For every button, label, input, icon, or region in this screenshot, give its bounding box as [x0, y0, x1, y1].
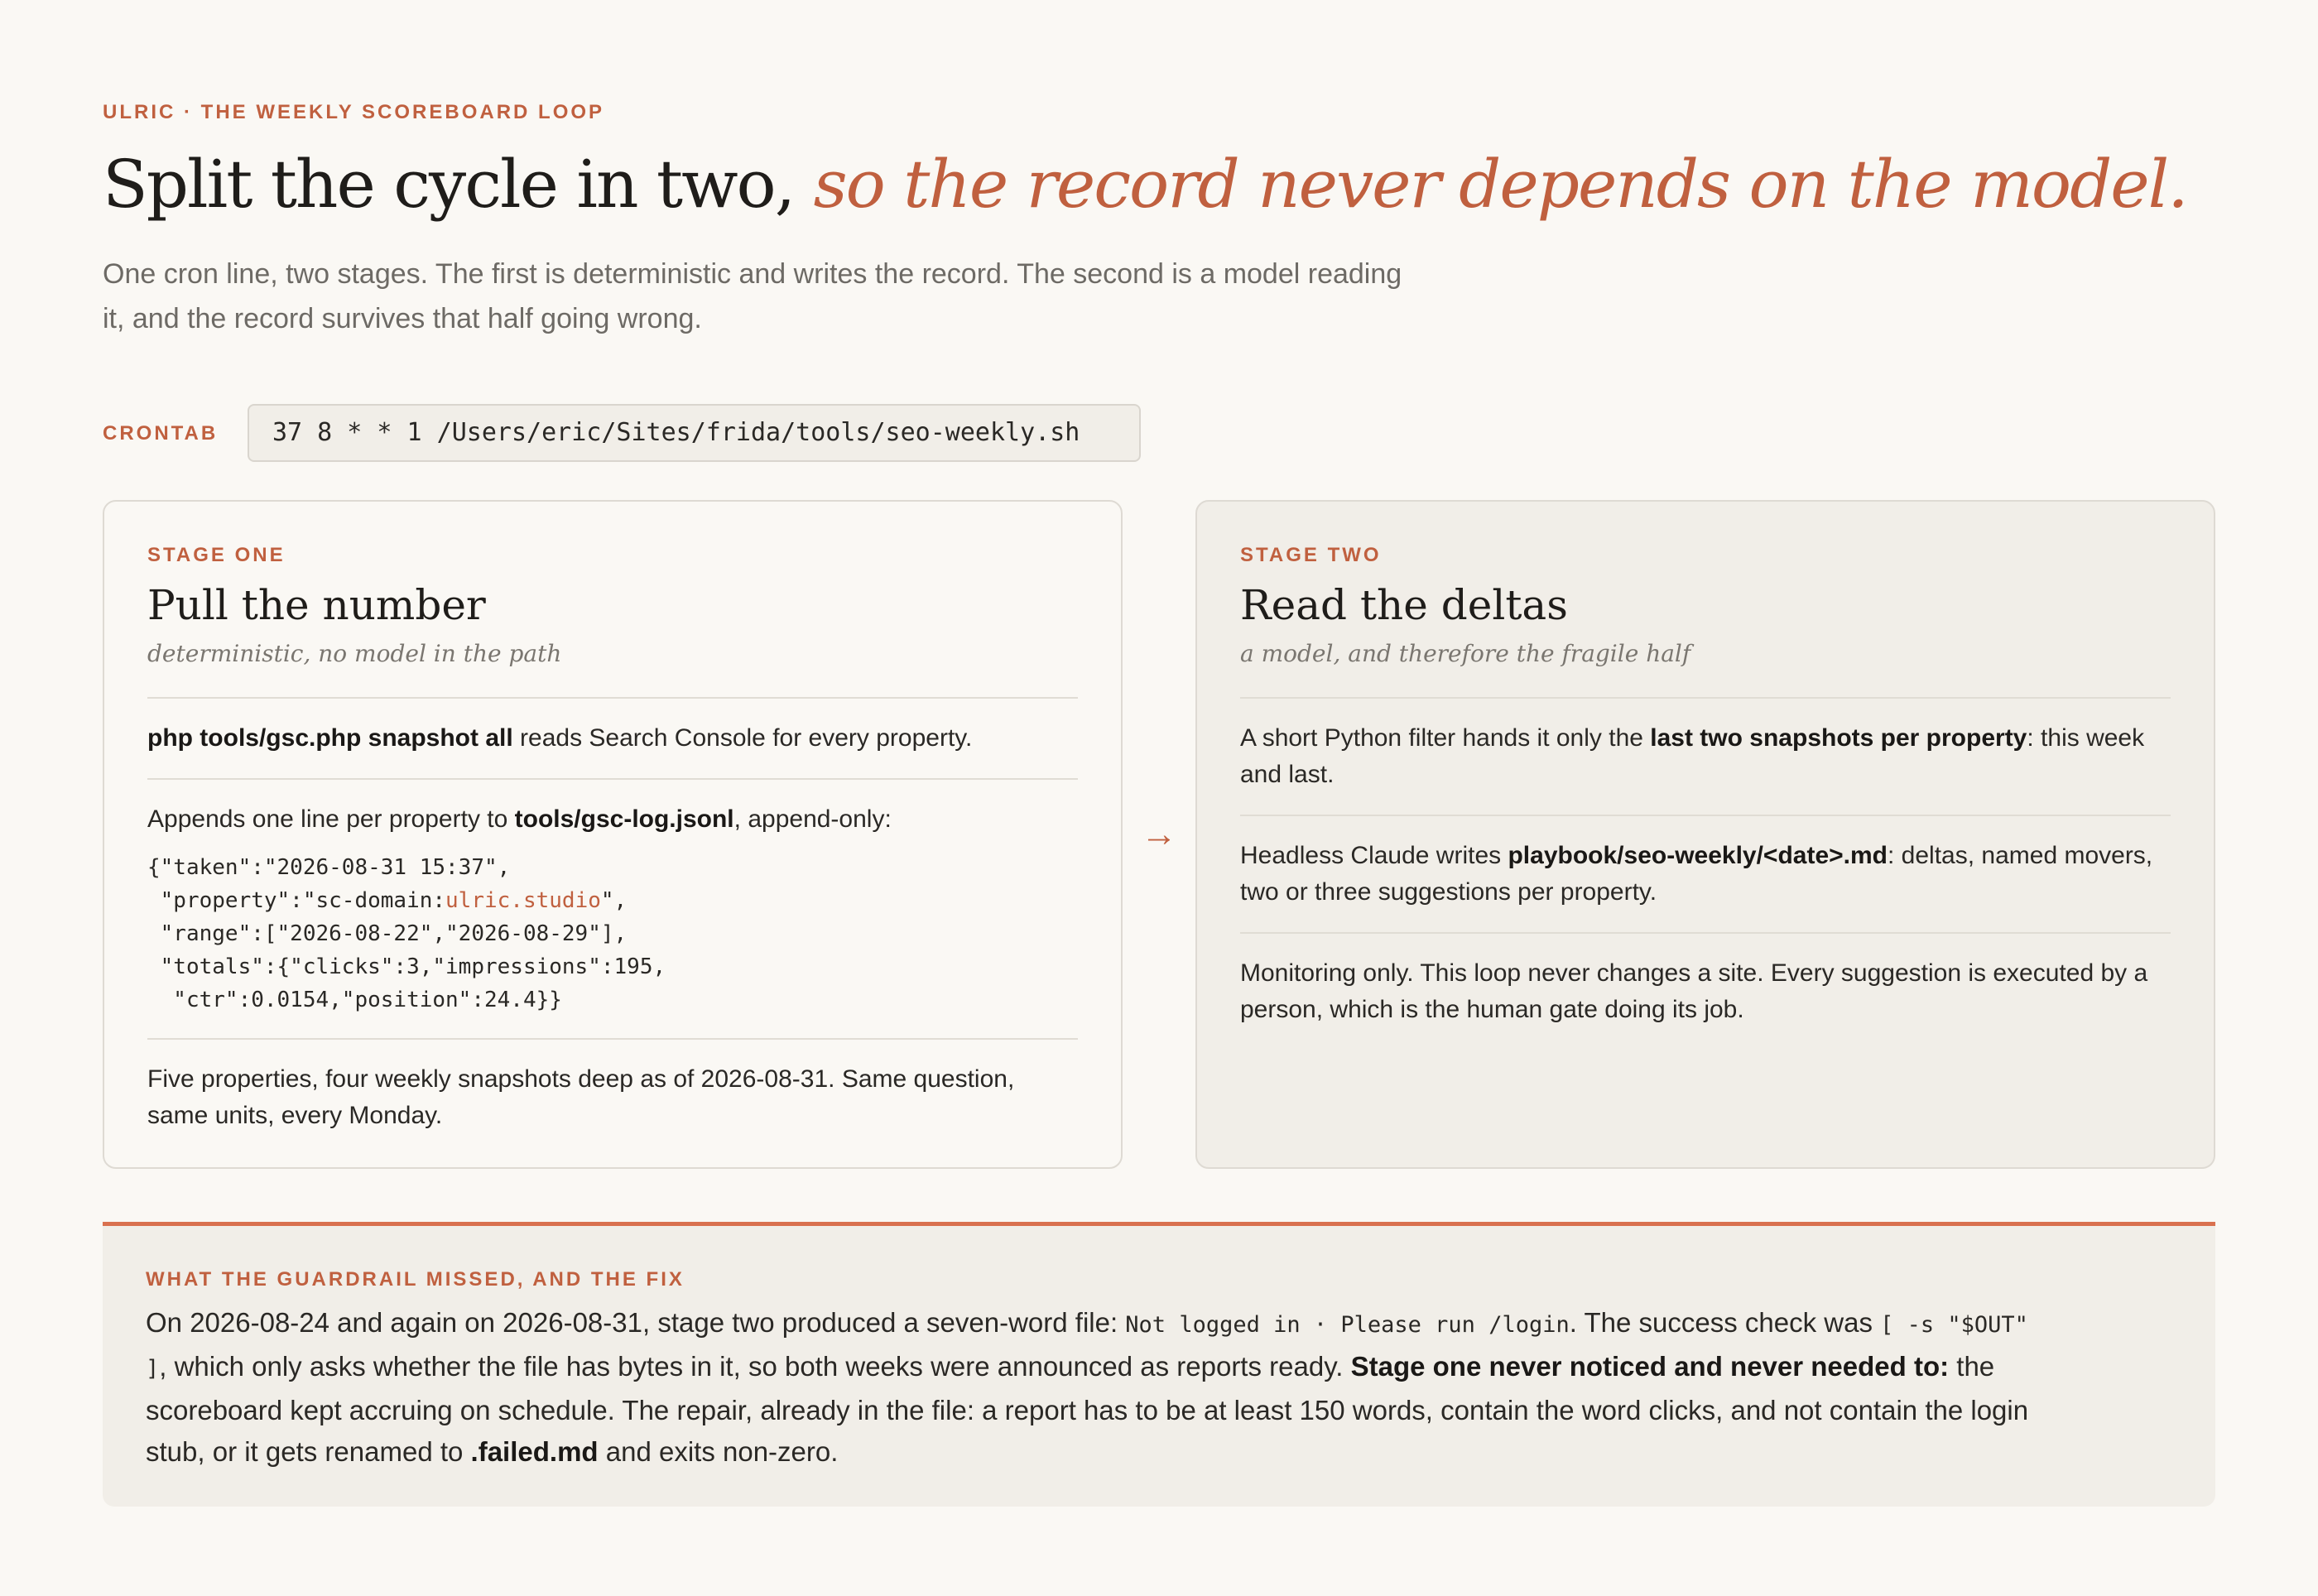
append-text-post: , append-only: [733, 805, 892, 833]
fix-text: , which only asks whether the file has bytes in it, so both weeks were announced as reports ready. [159, 1351, 1351, 1382]
stage-one-title: Pull the number [147, 581, 486, 629]
failed-suffix: .failed.md [470, 1436, 599, 1467]
claude-text-post: : deltas, named movers, two or three suggestions per property. [1240, 842, 2153, 906]
stage-one-step-snapshot [147, 697, 1078, 778]
json-line: {"taken":"2026-08-31 15:37", [147, 855, 511, 880]
stage-two-step-monitoring: Monitoring only. This loop never changes a site. Every suggestion is executed by a person, which is the human gate doing its job. [1240, 932, 2171, 1050]
stage-two-subtitle: a model, and therefore the fragile half [1240, 640, 1691, 667]
claude-text-pre: Headless Claude writes [1240, 842, 1508, 869]
json-line: "ctr":0.0154,"position":24.4}} [147, 988, 562, 1012]
snapshot-command: php tools/gsc.php snapshot all [147, 724, 513, 752]
login-stub-code: Not logged in · Please run /login [1125, 1312, 1570, 1338]
json-domain: ulric.studio [445, 888, 601, 913]
fix-text: and exits non-zero. [598, 1436, 839, 1467]
crontab-label: CRONTAB [103, 422, 219, 445]
json-line: ", [600, 888, 628, 913]
fix-text: the scoreboard kept accruing on schedule. The repair, already in the file: a report has to be at least 150 words, contain the word clicks, and not contain the login stub, or it gets renamed to [146, 1351, 2029, 1467]
stage-one-tag: STAGE ONE [147, 544, 286, 566]
report-path: playbook/seo-weekly/<date>.md [1508, 842, 1888, 869]
append-text-pre: Appends one line per property to [147, 805, 515, 833]
headline-accent: so the record never depends on the model. [813, 146, 2187, 223]
log-file-name: tools/gsc-log.jsonl [514, 805, 734, 833]
filter-text-post: : this week and last. [1240, 724, 2145, 788]
stage-two-tag: STAGE TWO [1240, 544, 1382, 566]
stage-one-step-append [147, 778, 1078, 1038]
lede: One cron line, two stages. The first is deterministic and writes the record. The second is a model reading it, and the record survives that half going wrong. [103, 258, 1402, 334]
fix-text: On 2026-08-24 and again on 2026-08-31, stage two produced a seven-word file: [146, 1307, 1126, 1338]
headline-plain: Split the cycle in two, [103, 146, 814, 223]
stage-one-step-summary: Five properties, four weekly snapshots deep as of 2026-08-31. Same question, same units, every Monday. [147, 1038, 1078, 1156]
fix-body [146, 1302, 2050, 1473]
filter-bold: last two snapshots per property [1650, 724, 2027, 752]
fix-tag: WHAT THE GUARDRAIL MISSED, AND THE FIX [146, 1268, 685, 1291]
stage-two-step-claude [1240, 815, 2171, 932]
stage-two-step-filter [1240, 697, 2171, 815]
stage-one-card [103, 500, 1123, 1169]
stage-one-subtitle: deterministic, no model in the path [147, 640, 562, 667]
json-line: "property":"sc-domain: [147, 888, 446, 913]
filter-text-pre: A short Python filter hands it only the [1240, 724, 1651, 752]
arrow-right-icon: → [1141, 814, 1177, 854]
stage-two-card [1195, 500, 2215, 1169]
success-check-code: [ -s "$OUT" ] [146, 1312, 2028, 1382]
stage-two-title: Read the deltas [1240, 581, 1568, 629]
json-sample [147, 851, 1078, 1017]
snapshot-description: reads Search Console for every property. [512, 724, 973, 752]
crontab-command: 37 8 * * 1 /Users/eric/Sites/frida/tools/seo-weekly.sh [248, 404, 1141, 462]
guardrail-fix-callout [103, 1222, 2215, 1507]
json-line: "range":["2026-08-22","2026-08-29"], [147, 921, 628, 946]
json-line: "totals":{"clicks":3,"impressions":195, [147, 954, 666, 979]
fix-text: . The success check was [1569, 1307, 1881, 1338]
fix-bold: Stage one never noticed and never needed to: [1350, 1351, 1950, 1382]
page-title [103, 139, 2187, 230]
eyebrow: ULRIC · THE WEEKLY SCOREBOARD LOOP [103, 101, 605, 123]
